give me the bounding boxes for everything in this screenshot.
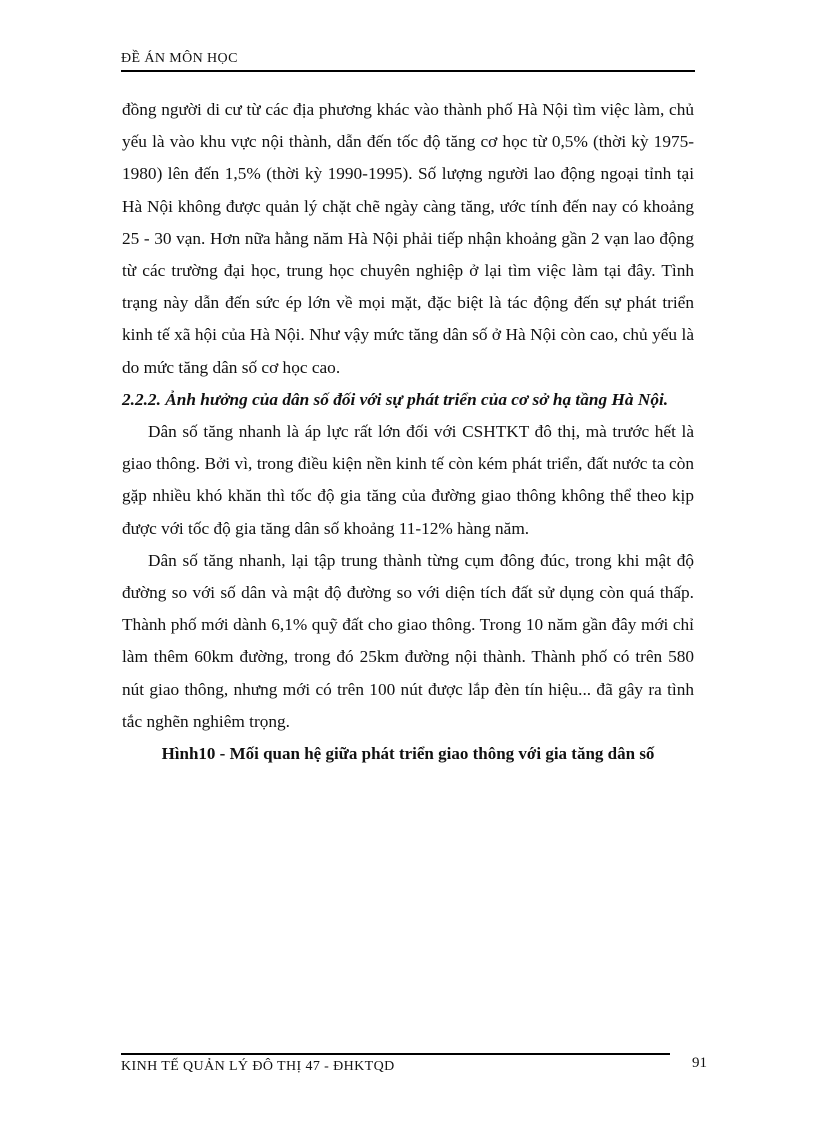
document-body [122, 94, 694, 770]
page-header [121, 48, 695, 72]
footer-text: KINH TẾ QUẢN LÝ ĐÔ THỊ 47 - ĐHKTQD [121, 1059, 395, 1074]
paragraph-continuation: đồng người di cư từ các địa phương khác vào thành phố Hà Nội tìm việc làm, chủ yếu là vào khu vực nội thành, dẫn đến tốc độ tăng cơ học từ 0,5% (thời kỳ 1975-1980) lên đến 1,5% (thời kỳ 1990-1995). Số lượng người lao động ngoại tỉnh tại Hà Nội không được quản lý chặt chẽ ngày càng tăng, ước tính đến nay có khoảng 25 - 30 vạn. Hơn nữa hằng năm Hà Nội phải tiếp nhận khoảng gần 2 vạn lao động từ các trường đại học, trung học chuyên nghiệp ở lại tìm việc làm tại đây. Tình trạng này dẫn đến sức ép lớn về mọi mặt, đặc biệt là tác động đến sự phát triển kinh tế xã hội của Hà Nội. Như vậy mức tăng dân số ở Hà Nội còn cao, chủ yếu là do mức tăng dân số cơ học cao. [122, 100, 694, 377]
figure-caption: Hình10 - Mối quan hệ giữa phát triển giao thông với gia tăng dân số [161, 744, 655, 764]
page-number: 91 [692, 1055, 707, 1071]
paragraph-population-pressure: Dân số tăng nhanh là áp lực rất lớn đối với CSHTKT đô thị, mà trước hết là giao thông. Bởi vì, trong điều kiện nền kinh tế còn kém phát triển, đất nước ta còn gặp nhiều khó khăn thì tốc độ gia tăng của đường giao thông không thể theo kịp được với tốc độ gia tăng dân số khoảng 11-12% hàng năm. [122, 422, 694, 538]
header-title: ĐỀ ÁN MÔN HỌC [121, 51, 238, 66]
section-heading: 2.2.2. Ảnh hưởng của dân số đối với sự phát triển của cơ sở hạ tầng Hà Nội. [122, 389, 669, 409]
page-footer [121, 1053, 670, 1074]
paragraph-road-density: Dân số tăng nhanh, lại tập trung thành từng cụm đông đúc, trong khi mật độ đường so với số dân và mật độ đường so với diện tích đất sử dụng còn quá thấp. Thành phố mới dành 6,1% quỹ đất cho giao thông. Trong 10 năm gần đây mới chỉ làm thêm 60km đường, trong đó 25km đường nội thành. Thành phố có trên 580 nút giao thông, nhưng mới có trên 100 nút được lắp đèn tín hiệu... đã gây ra tình tắc nghẽn nghiêm trọng. [122, 550, 694, 731]
